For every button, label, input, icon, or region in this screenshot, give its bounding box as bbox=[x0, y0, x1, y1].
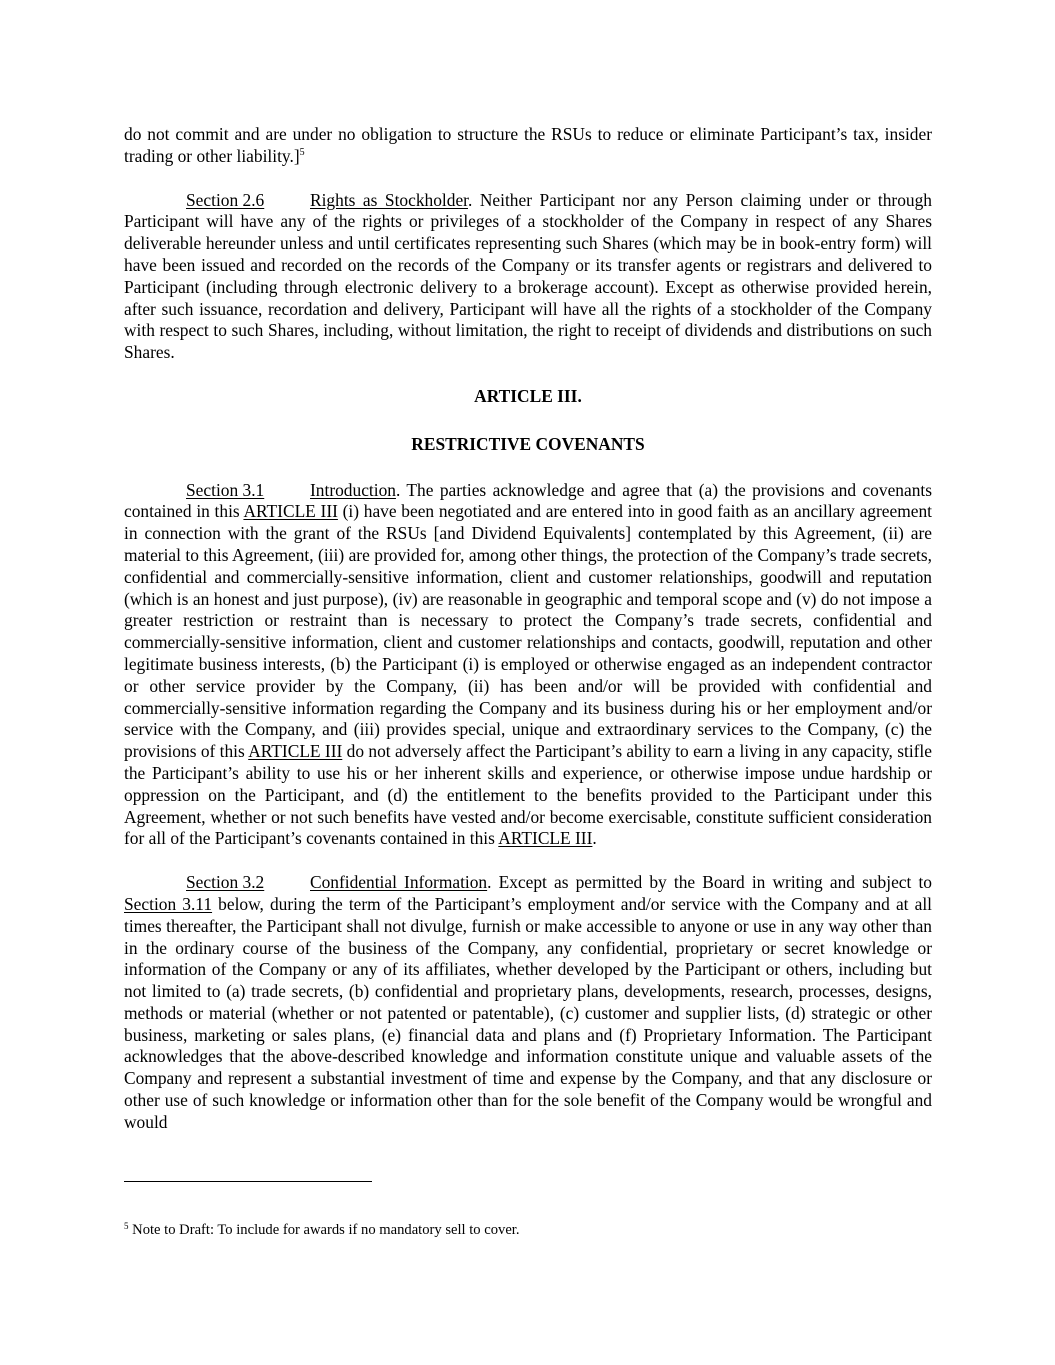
section-text: do not adversely affect the Participant’s ability to earn a living in any capacity, stifle the Participant’s ability to use his or her inherent skills and experience, or otherwise impose undue hardship or oppression on the Participant, and (d) the entitlement to the benefits provided to the Participant under this Agreement, whether or not such benefits have vested and/or become exercisable, constitute sufficient consideration for all of the Participant’s covenants contained in this bbox=[124, 741, 932, 849]
section-heading: Confidential Information bbox=[310, 872, 488, 893]
section-2-6-paragraph bbox=[124, 190, 932, 364]
article-cross-reference[interactable]: ARTICLE III bbox=[498, 828, 593, 849]
section-heading: Rights as Stockholder bbox=[310, 189, 468, 210]
section-text: . bbox=[592, 828, 597, 849]
section-text: . The parties acknowledge and agree that (a) the provisions and covenants contained in this bbox=[124, 479, 932, 522]
section-text: (i) have been negotiated and are entered into in good faith as an ancillary agreement in connection with the grant of the RSUs [and Dividend Equivalents] contemplated by this Agreement, (ii) are material to this Agreement, (iii) are provided for, among other things, the protection of the Company’s trade secrets, confidential and commercially-sensitive information, client and customer relationships, goodwill and reputation (which is an honest and just purpose), (iv) are reasonable in geographic and temporal scope and (v) do not impose a greater restriction or restraint than is necessary to protect the Company’s trade secrets, confidential and commercially-sensitive information, client and customer relationships and contacts, goodwill, reputation and other legitimate business interests, (b) the Participant (i) is employed or otherwise engaged as an independent contractor or other service provider by the Company, (ii) has been and/or will be provided with confidential and commercially-sensitive information regarding the Company and its business during his or her employment and/or service with the Company, and (iii) provides special, unique and extraordinary services to the Company, (c) the provisions of this bbox=[124, 501, 932, 762]
article-title: RESTRICTIVE COVENANTS bbox=[411, 433, 645, 454]
section-3-1-paragraph bbox=[124, 480, 932, 851]
article-number: ARTICLE III. bbox=[474, 385, 582, 406]
article-cross-reference[interactable]: ARTICLE III bbox=[243, 501, 338, 522]
article-cross-reference[interactable]: ARTICLE III bbox=[248, 741, 343, 762]
section-text: . Neither Participant nor any Person claiming under or through Participant will have any of the rights or privileges of a stockholder of the Company in respect of any Shares deliverable hereunder unless and until certificates representing such Shares (which may be in book-entry form) will have been issued and recorded on the records of the Company or its transfer agents or registrars and delivered to Participant (including through electronic delivery to a brokerage account). Except as otherwise provided herein, after such issuance, recordation and delivery, Participant will have all the rights of a stockholder of the Company with respect to such Shares, including, without limitation, the right to receipt of dividends and distributions on such Shares. bbox=[124, 189, 933, 363]
section-text: . Except as permitted by the Board in writing and subject to bbox=[487, 872, 932, 893]
footnote-reference[interactable]: 5 bbox=[299, 146, 305, 158]
footnote-marker: 5 bbox=[124, 1221, 129, 1231]
section-cross-reference[interactable]: Section 3.11 bbox=[124, 893, 213, 914]
carryover-paragraph bbox=[124, 124, 932, 168]
section-number: Section 3.1 bbox=[186, 479, 265, 500]
section-3-2-paragraph bbox=[124, 872, 932, 1134]
footnote bbox=[124, 1221, 932, 1239]
section-heading: Introduction bbox=[310, 479, 396, 500]
section-number: Section 3.2 bbox=[186, 872, 265, 893]
document-body bbox=[124, 124, 932, 1134]
footnote-separator bbox=[124, 1181, 372, 1182]
footnote-text: Note to Draft: To include for awards if no mandatory sell to cover. bbox=[128, 1222, 520, 1238]
section-number: Section 2.6 bbox=[186, 189, 265, 210]
carryover-text: do not commit and are under no obligation to structure the RSUs to reduce or eliminate Participant’s tax, insider trading or other liability.] bbox=[124, 124, 932, 166]
section-text: below, during the term of the Participant’s employment and/or service with the Company and at all times thereafter, the Participant shall not divulge, furnish or make accessible to anyone or use in any way other than in the ordinary course of the business of the Company, any confidential, proprietary or secret knowledge or information of the Company or any of its affiliates, whether developed by the Participant or others, including but not limited to (a) trade secrets, (b) confidential and proprietary plans, developments, research, processes, designs, methods or material (whether or not patented or patentable), (c) customer and supplier lists, (d) strategic or other business, marketing or sales plans, (e) financial data and plans and (f) Proprietary Information. The Participant acknowledges that the above-described knowledge and information constitute unique and valuable assets of the Company and represent a substantial investment of time and expense by the Company, and that any disclosure or other use of such knowledge or information other than for the sole benefit of the Company would be wrongful and would bbox=[124, 893, 932, 1132]
